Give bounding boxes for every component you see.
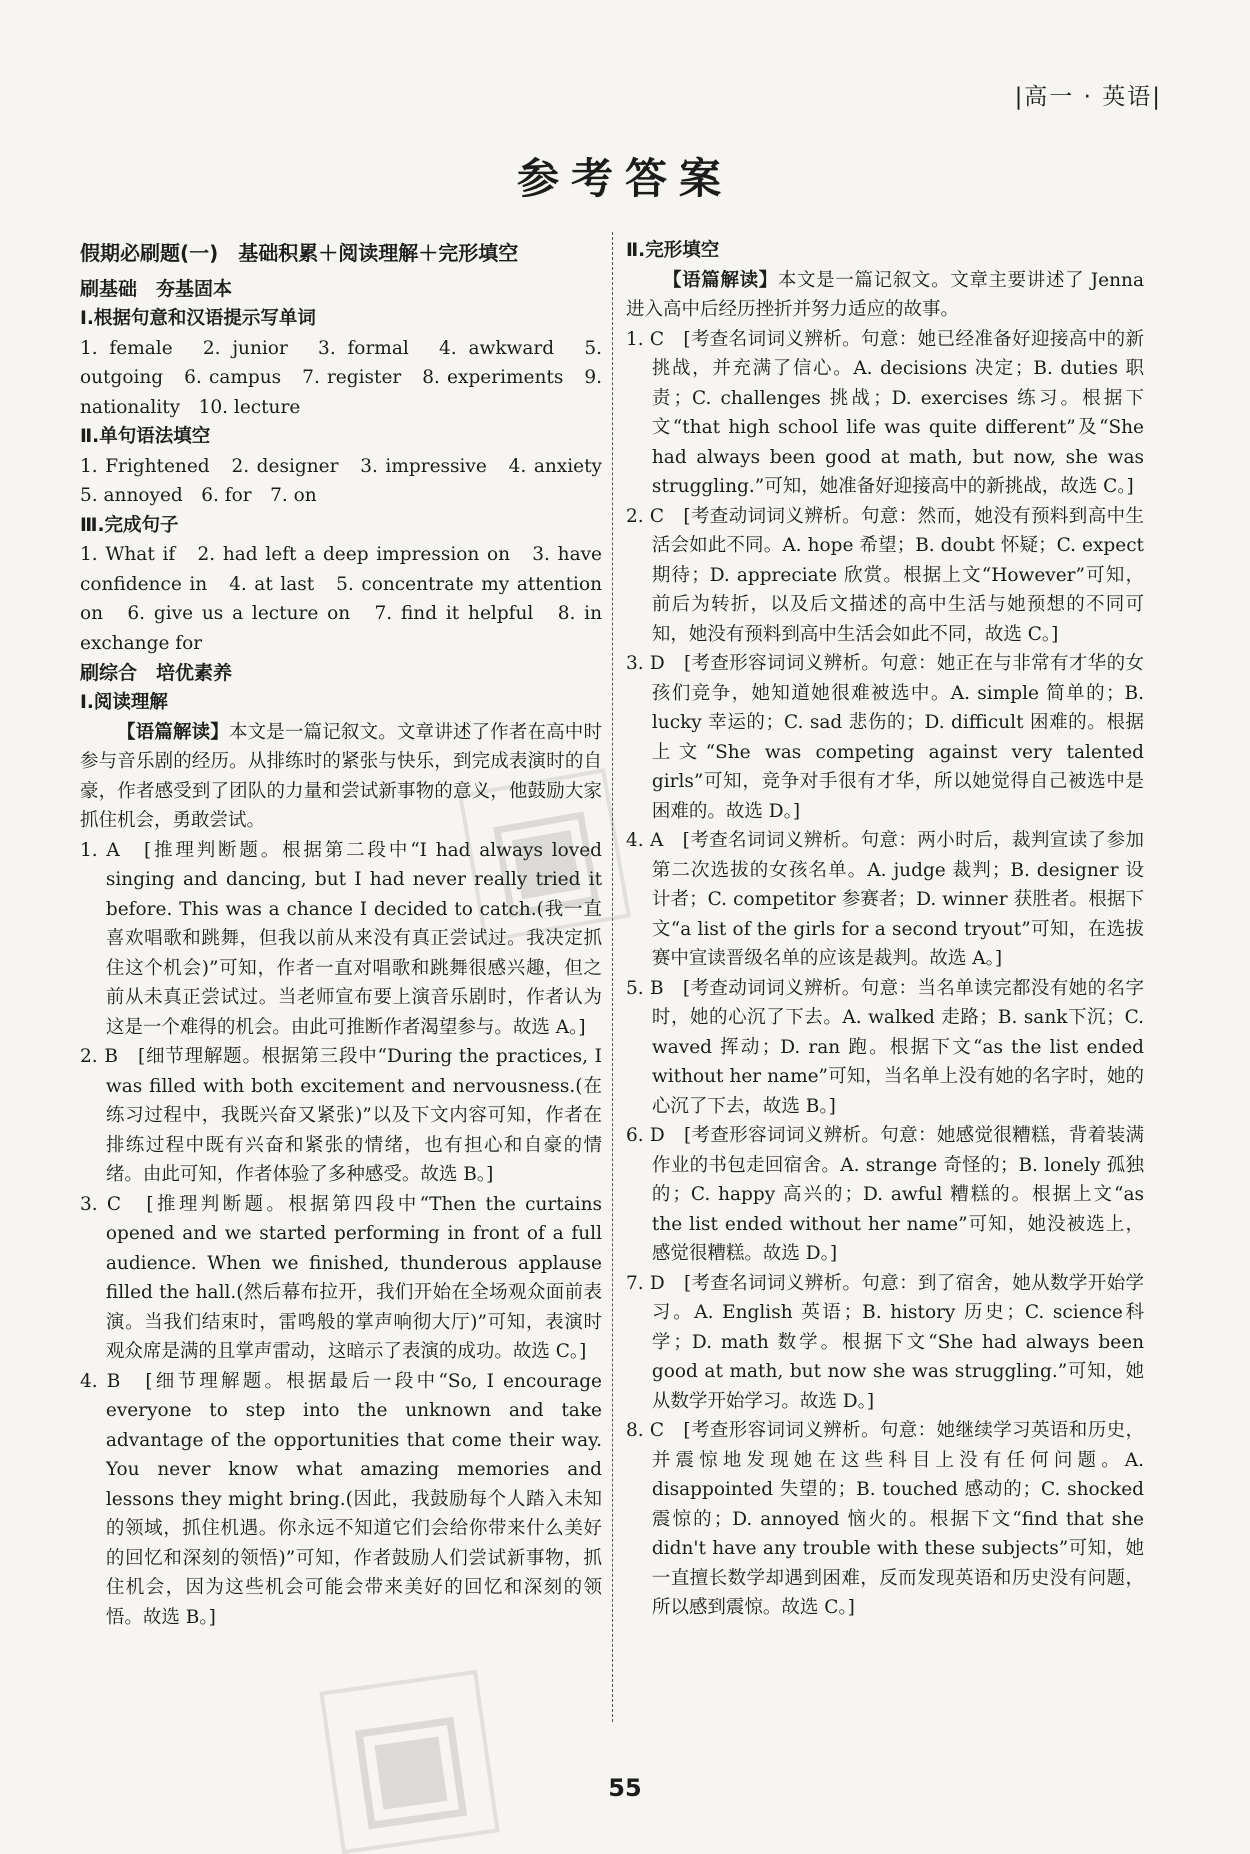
page-title: 参考答案 [516, 154, 733, 203]
right-column [626, 236, 1144, 1623]
reading-answer-item: 4. B [细节理解题。根据最后一段中“So, I encourage everyone to step into the unknown and take advantage of the opportunities that come their way. You never know what amazing memories and lessons they might bring.(因此，我鼓励每个人踏入未知的领域，抓住机遇。你永远不知道它们会给你带来什么美好的回忆和深刻的领悟)”可知，作者鼓励人们尝试新事物，抓住机会，因为这些机会可能会带来美好的回忆和深刻的领悟。故选 B。] [80, 1370, 602, 1628]
cloze-heading: Ⅱ.完形填空 [626, 240, 720, 261]
cloze-answer-item: 1. C [考查名词词义辨析。句意：她已经准备好迎接高中的新挑战，并充满了信心。A. decisions 决定；B. duties 职责；C. challenges 挑战；D. exercises 练习。根据下文“that high school life was quite different”及“She had always been good at math, but now, she was struggling.”可知，她准备好迎接高中的新挑战，故选 C。] [626, 328, 1144, 497]
comprehensive-heading: 刷综合 培优素养 [80, 662, 233, 684]
part1-answers: 1. female 2. junior 3. formal 4. awkward 5. outgoing 6. campus 7. register 8. experiments 9. nationality 10. lecture [80, 337, 602, 418]
part2-answers: 1. Frightened 2. designer 3. impressive 4. anxiety 5. annoyed 6. for 7. on [80, 455, 621, 506]
cloze-intro-tag: 【语篇解读】 [663, 269, 778, 291]
part3-heading: Ⅲ.完成句子 [80, 514, 179, 536]
part2-heading: Ⅱ.单句语法填空 [80, 426, 211, 447]
part1-heading: Ⅰ.根据句意和汉语提示写单词 [80, 308, 316, 329]
cloze-intro [626, 266, 1144, 325]
left-column [80, 236, 621, 1632]
cloze-answer-item: 4. A [考查名词词义辨析。句意：两小时后，裁判宣读了参加第二次选拔的女孩名单。A. judge 裁判；B. designer 设计者；C. competitor 参赛者；D. winner 获胜者。根据下文“a list of the girls for a second tryout”可知，在选拔赛中宣读晋级名单的应该是裁判。故选 A。] [626, 830, 1144, 969]
section-title: 假期必刷题(一) 基础积累＋阅读理解＋完形填空 [80, 241, 519, 265]
watermark-mark: ▣ [458, 768, 631, 943]
page-number: 55 [608, 1774, 642, 1802]
cloze-answer-item: 3. D [考查形容词词义辨析。句意：她正在与非常有才华的女孩们竞争，她知道她很难被选中。A. simple 简单的；B. lucky 幸运的；C. sad 悲伤的；D. difficult 困难的。根据上文“She was competing against very talented girls”可知，竞争对手很有才华，所以她觉得自己被选中是困难的。故选 D。] [626, 653, 1144, 822]
reading-intro-text: 本文是一篇记叙文。文章讲述了作者在高中时参与音乐剧的经历。从排练时的紧张与快乐，到完成表演时的自豪，作者感受到了团队的力量和尝试新事物的意义，他鼓励大家抓住机会，勇敢尝试。 [80, 721, 602, 831]
cloze-answer-item: 8. C [考查形容词词义辨析。句意：她继续学习英语和历史，并震惊地发现她在这些科目上没有任何问题。A. disappointed 失望的；B. touched 感动的；C. shocked震惊的；D. annoyed 恼火的。根据下文“find that she didn't have any trouble with these subjects”可知，她一直擅长数学却遇到困难，反而发现英语和历史没有问题，所以感到震惊。故选 C。] [626, 1420, 1144, 1618]
reading-answer-item: 1. A [推理判断题。根据第二段中“I had always loved singing and dancing, but I had never really tried it before. This was a chance I decided to catch.(我一直喜欢唱歌和跳舞，但我以前从来没有真正尝试过。我决定抓住这个机会)”可知，作者一直对唱歌和跳舞很感兴趣，但之前从未真正尝试过。当老师宣布要上演音乐剧时，作者认为这是一个难得的机会。由此可推断作者渴望参与。故选 A。] [80, 839, 602, 1038]
reading-intro-tag: 【语篇解读】 [117, 721, 229, 743]
watermark-mark: ▣ [319, 1670, 499, 1854]
part3-answers: 1. What if 2. had left a deep impression on 3. have confidence in 4. at last 5. concentrate my attention on 6. give us a lecture on 7. find it helpful 8. in exchange for [80, 544, 602, 654]
header-subject-tag: |高一 · 英语| [1014, 84, 1162, 110]
reading-intro [80, 718, 602, 836]
reading-answer-item: 3. C [推理判断题。根据第四段中“Then the curtains opened and we started performing in front of a full audience. When we finished, thunderous applause filled the hall.(然后幕布拉开，我们开始在全场观众面前表演。当我们结束时，雷鸣般的掌声响彻大厅)”可知，表演时观众席是满的且掌声雷动，这暗示了表演的成功。故选 C。] [80, 1193, 602, 1362]
cloze-answer-item: 2. C [考查动词词义辨析。句意：然而，她没有预料到高中生活会如此不同。A. hope 希望；B. doubt 怀疑；C. expect 期待；D. appreciate 欣赏。根据上文“However”可知，前后为转折，以及后文描述的高中生活与她预想的不同可知，她没有预料到高中生活会如此不同，故选 C。] [626, 505, 1144, 645]
basic-heading: 刷基础 夯基固本 [80, 278, 233, 300]
cloze-answer-item: 7. D [考查名词词义辨析。句意：到了宿舍，她从数学开始学习。A. English 英语；B. history 历史；C. science科学；D. math 数学。根据下文“She had always been good at math, but now she was struggling.”可知，她从数学开始学习。故选 D。] [626, 1272, 1144, 1412]
cloze-answer-item: 6. D [考查形容词词义辨析。句意：她感觉很糟糕，背着装满作业的书包走回宿舍。A. strange 奇怪的；B. lonely 孤独的；C. happy 高兴的；D. awful 糟糕的。根据上文“as the list ended without her name”可知，她没被选上，感觉很糟糕。故选 D。] [626, 1125, 1144, 1264]
reading-heading: Ⅰ.阅读理解 [80, 692, 168, 713]
cloze-intro-text: 本文是一篇记叙文。文章主要讲述了 Jenna 进入高中后经历挫折并努力适应的故事。 [626, 269, 1144, 320]
cloze-answer-item: 5. B [考查动词词义辨析。句意：当名单读完都没有她的名字时，她的心沉了下去。A. walked 走路；B. sank下沉；C. waved 挥动；D. ran 跑。根据下文“as the list ended without her name”可知，当名单上没有她的名字时，她的心沉了下去，故选 B。] [626, 977, 1144, 1117]
reading-answer-item: 2. B [细节理解题。根据第三段中“During the practices, I was filled with both excitement and nervousness.(在练习过程中，我既兴奋又紧张)”以及下文内容可知，作者在排练过程中既有兴奋和紧张的情绪，也有担心和自豪的情绪。由此可知，作者体验了多种感受。故选 B。] [80, 1046, 602, 1185]
